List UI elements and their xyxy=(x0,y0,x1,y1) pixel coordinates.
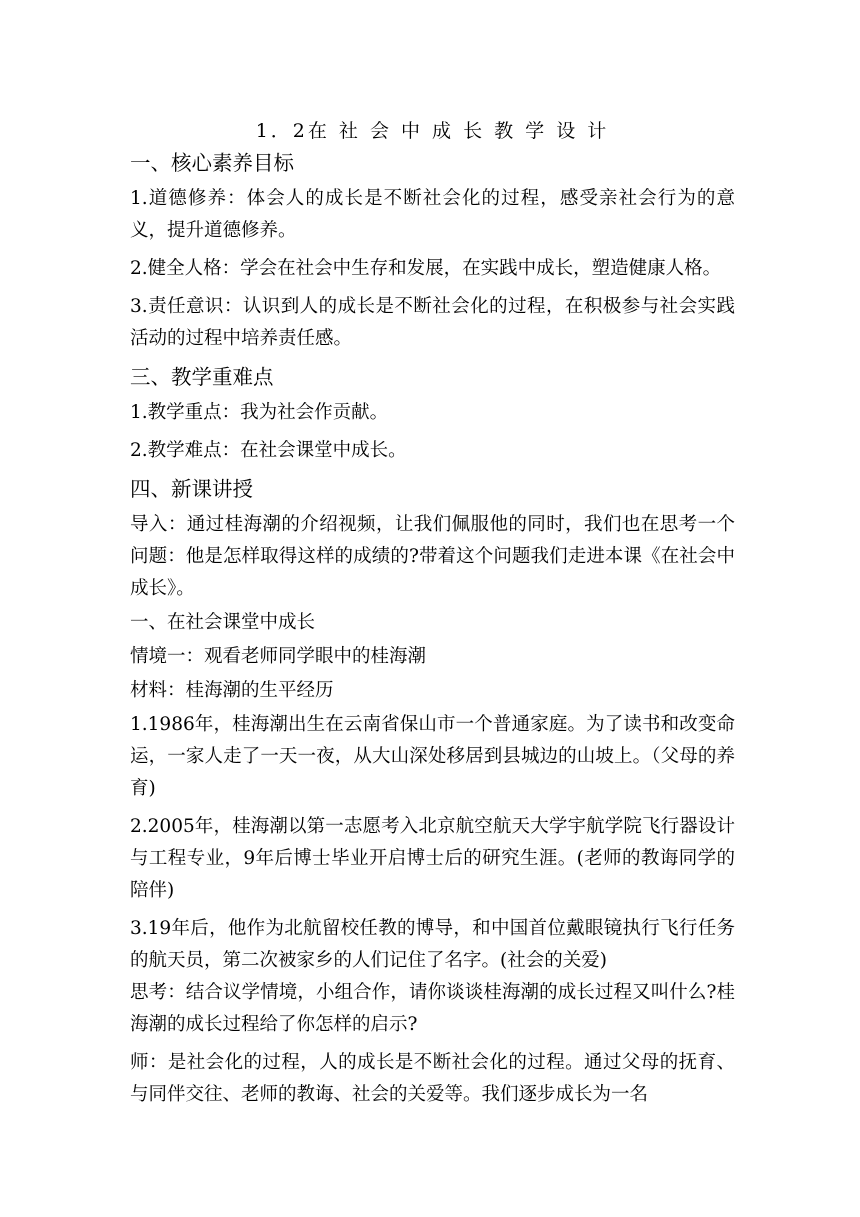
goal-moral-cultivation: 1.道德修养：体会人的成长是不断社会化的过程，感受亲社会行为的意义，提升道德修养。 xyxy=(130,188,735,241)
teaching-difficult-point: 2.教学难点：在社会课堂中成长。 xyxy=(130,440,407,461)
goal-sound-personality: 2.健全人格：学会在社会中生存和发展，在实践中成长，塑造健康人格。 xyxy=(130,258,722,279)
section-heading-new-lesson: 四、新课讲授 xyxy=(130,477,253,501)
document-title: 1．2在 社 会 中 成 长 教 学 设 计 xyxy=(255,120,610,142)
material-item-2005: 2.2005年，桂海潮以第一志愿考入北京航空航天大学宇航学院飞行器设计与工程专业，9年后博士毕业开启博士后的研究生涯。(老师的教诲同学的陪伴) xyxy=(130,816,735,901)
goal-responsibility: 3.责任意识：认识到人的成长是不断社会化的过程，在积极参与社会实践活动的过程中培养责任感。 xyxy=(130,296,735,349)
material-label: 材料：桂海潮的生平经历 xyxy=(130,680,334,701)
teacher-summary: 师：是社会化的过程，人的成长是不断社会化的过程。通过父母的抚育、与同伴交往、老师的教诲、社会的关爱等。我们逐步成长为一名 xyxy=(130,1052,735,1105)
part-heading-social-classroom: 一、在社会课堂中成长 xyxy=(130,612,316,633)
document-body xyxy=(130,117,735,1117)
section-heading-key-difficult: 三、教学重难点 xyxy=(130,365,274,389)
lesson-introduction: 导入：通过桂海潮的介绍视频，让我们佩服他的同时，我们也在思考一个问题：他是怎样取得这样的成绩的?带着这个问题我们走进本课《在社会中成长》。 xyxy=(130,514,735,599)
thinking-question: 思考：结合议学情境，小组合作，请你谈谈桂海潮的成长过程又叫什么?桂海潮的成长过程给了你怎样的启示? xyxy=(130,982,735,1035)
section-heading-core-goals: 一、核心素养目标 xyxy=(130,151,294,175)
material-item-1986: 1.1986年，桂海潮出生在云南省保山市一个普通家庭。为了读书和改变命运，一家人走了一天一夜，从大山深处移居到县城边的山坡上。（父母的养育) xyxy=(130,714,735,799)
material-item-19-years-later: 3.19年后，他作为北航留校任教的博导，和中国首位戴眼镜执行飞行任务的航天员，第二次被家乡的人们记住了名字。(社会的关爱) xyxy=(130,918,735,971)
teaching-key-point: 1.教学重点：我为社会作贡献。 xyxy=(130,402,389,423)
scenario-one: 情境一：观看老师同学眼中的桂海潮 xyxy=(130,646,427,667)
